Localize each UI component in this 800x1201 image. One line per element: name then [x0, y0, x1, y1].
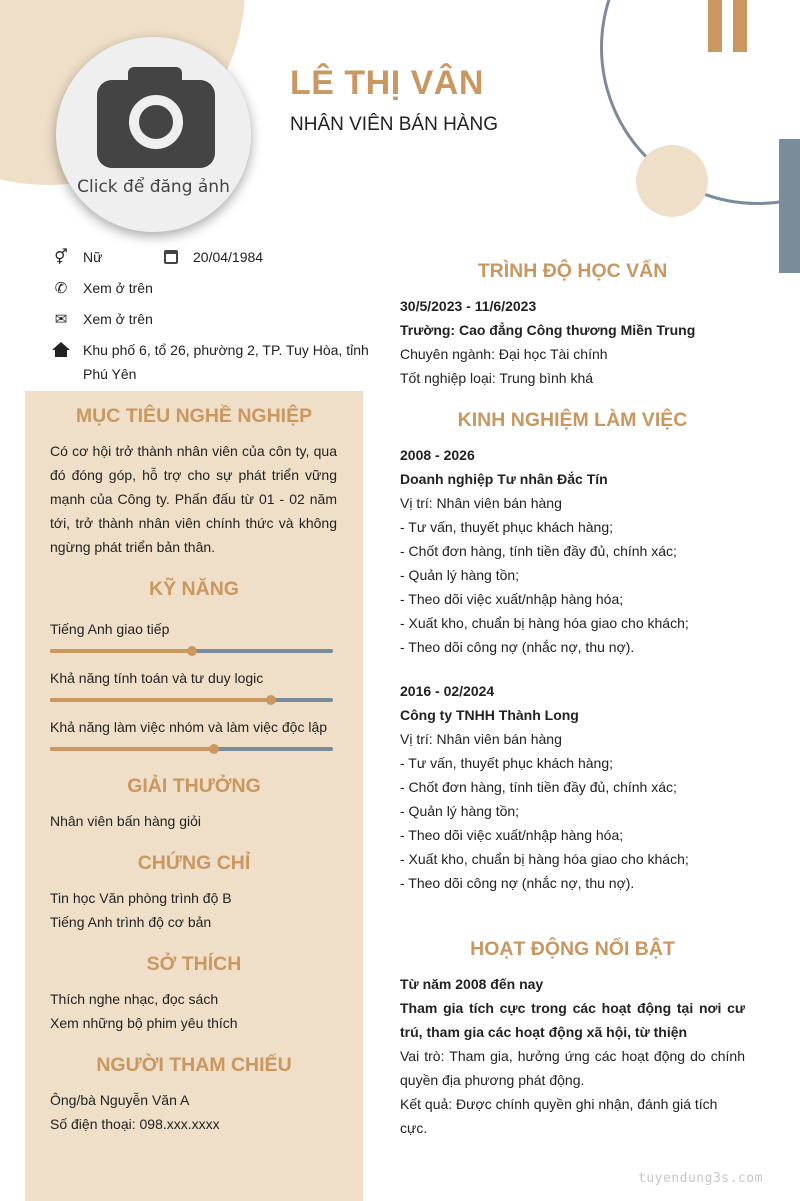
certificate-item: Tin học Văn phòng trình độ B — [50, 890, 232, 906]
skill-bar — [50, 698, 333, 702]
home-icon-base — [55, 350, 67, 357]
job-company: Doanh nghiệp Tư nhân Đắc Tín — [400, 471, 608, 487]
address-line1: Khu phố 6, tổ 26, phường 2, TP. Tuy Hòa, tỉnh — [83, 342, 369, 358]
skill-bar-fill — [50, 649, 192, 653]
avatar-upload-label: Click để đăng ảnh — [77, 177, 230, 197]
avatar-upload[interactable] — [56, 37, 251, 232]
education-heading: TRÌNH ĐỘ HỌC VẤN — [477, 260, 668, 282]
activity-headline: Tham gia tích cực trong các hoạt động tại nơi cư trú, tham gia các hoạt động xã hội, từ thiện — [400, 1000, 745, 1040]
skill-bar-fill — [50, 747, 214, 751]
skill-bar — [50, 747, 333, 751]
job-duty: - Theo dõi công nợ (nhắc nợ, thu nợ). — [400, 875, 635, 891]
objective-text: Có cơ hội trở thành nhân viên của côn ty, qua đó đóng góp, hỗ trợ cho sự phát triển vững mạnh của Công ty. Phấn đấu từ 01 - 02 năm tới, trở thành nhân viên chính thức và không ngừng phát triển bản thân. — [50, 443, 337, 555]
education-school: Trường: Cao đẳng Công thương Miền Trung — [400, 322, 696, 338]
calendar-icon — [164, 250, 178, 264]
job-duty: - Tư vấn, thuyết phục khách hàng; — [400, 519, 614, 535]
phone-value: Xem ở trên — [83, 280, 153, 296]
certificates-heading: CHỨNG CHỈ — [137, 852, 251, 874]
skill-label: Khả năng làm việc nhóm và làm việc độc lập — [50, 719, 328, 735]
decor-bar-left — [708, 0, 722, 52]
job-period: 2008 - 2026 — [400, 447, 475, 463]
job-role: Vị trí: Nhân viên bán hàng — [400, 731, 562, 747]
objective-heading: MỤC TIÊU NGHỀ NGHIỆP — [75, 405, 313, 427]
skill-label: Khả năng tính toán và tư duy logic — [50, 670, 264, 686]
education-major: Chuyên ngành: Đại học Tài chính — [400, 346, 608, 362]
email-icon: ✉ — [54, 310, 68, 328]
job-duty: - Theo dõi việc xuất/nhập hàng hóa; — [400, 827, 624, 843]
job-duty: - Tư vấn, thuyết phục khách hàng; — [400, 755, 614, 771]
job-duty: - Quản lý hàng tồn; — [400, 803, 520, 819]
email-value: Xem ở trên — [83, 311, 153, 327]
candidate-name: LÊ THỊ VÂN — [290, 64, 484, 102]
job-duty: - Quản lý hàng tồn; — [400, 567, 520, 583]
skills-heading: KỸ NĂNG — [149, 578, 239, 600]
candidate-position: NHÂN VIÊN BÁN HÀNG — [290, 114, 498, 135]
references-heading: NGƯỜI THAM CHIẾU — [96, 1054, 292, 1076]
job-period: 2016 - 02/2024 — [400, 683, 495, 699]
birthdate-value: 20/04/1984 — [193, 249, 264, 265]
gender-value: Nữ — [83, 249, 103, 265]
job-duty: - Theo dõi công nợ (nhắc nợ, thu nợ). — [400, 639, 635, 655]
activity-result: Kết quả: Được chính quyền ghi nhận, đánh giá tích cực. — [400, 1096, 718, 1136]
certificate-item: Tiếng Anh trình độ cơ bản — [50, 914, 212, 930]
education-period: 30/5/2023 - 11/6/2023 — [400, 298, 537, 314]
hobby-item: Xem những bộ phim yêu thích — [50, 1015, 238, 1031]
skill-label: Tiếng Anh giao tiếp — [50, 621, 170, 637]
awards-heading: GIẢI THƯỞNG — [127, 775, 261, 797]
reference-item: Số điện thoại: 098.xxx.xxxx — [50, 1116, 220, 1132]
education-grade: Tốt nghiệp loại: Trung bình khá — [400, 370, 594, 386]
reference-item: Ông/bà Nguyễn Văn A — [50, 1092, 190, 1108]
activity-role: Vai trò: Tham gia, hưởng ứng các hoạt động do chính quyền địa phương phát động. — [400, 1048, 745, 1088]
skill-bar — [50, 649, 333, 653]
skill-bar-knob — [187, 646, 197, 656]
activity-period: Từ năm 2008 đến nay — [400, 976, 544, 992]
job-duty: - Chốt đơn hàng, tính tiền đầy đủ, chính xác; — [400, 779, 677, 795]
address-line2: Phú Yên — [83, 366, 137, 382]
decor-bar-right — [733, 0, 747, 52]
skill-bar-fill — [50, 698, 271, 702]
home-icon — [52, 342, 70, 350]
skill-bar-knob — [266, 695, 276, 705]
job-duty: - Theo dõi việc xuất/nhập hàng hóa; — [400, 591, 624, 607]
award-item: Nhân viên bấn hàng giỏi — [50, 813, 202, 829]
activities-heading: HOẠT ĐỘNG NỔI BẬT — [470, 938, 675, 960]
decor-dot — [636, 145, 708, 217]
watermark: tuyendung3s.com — [638, 1171, 763, 1186]
job-role: Vị trí: Nhân viên bán hàng — [400, 495, 562, 511]
job-company: Công ty TNHH Thành Long — [400, 707, 579, 723]
job-duty: - Xuất kho, chuẩn bị hàng hóa giao cho khách; — [400, 851, 689, 867]
camera-lens-icon — [129, 95, 183, 149]
job-duty: - Xuất kho, chuẩn bị hàng hóa giao cho khách; — [400, 615, 689, 631]
experience-heading: KINH NGHIỆM LÀM VIỆC — [457, 409, 688, 431]
hobby-item: Thích nghe nhạc, đọc sách — [50, 991, 219, 1007]
job-duty: - Chốt đơn hàng, tính tiền đầy đủ, chính xác; — [400, 543, 677, 559]
gender-icon: ⚥ — [54, 248, 68, 266]
decor-side-bar — [779, 139, 800, 273]
hobbies-heading: SỞ THÍCH — [146, 953, 242, 975]
phone-icon: ✆ — [54, 279, 68, 297]
